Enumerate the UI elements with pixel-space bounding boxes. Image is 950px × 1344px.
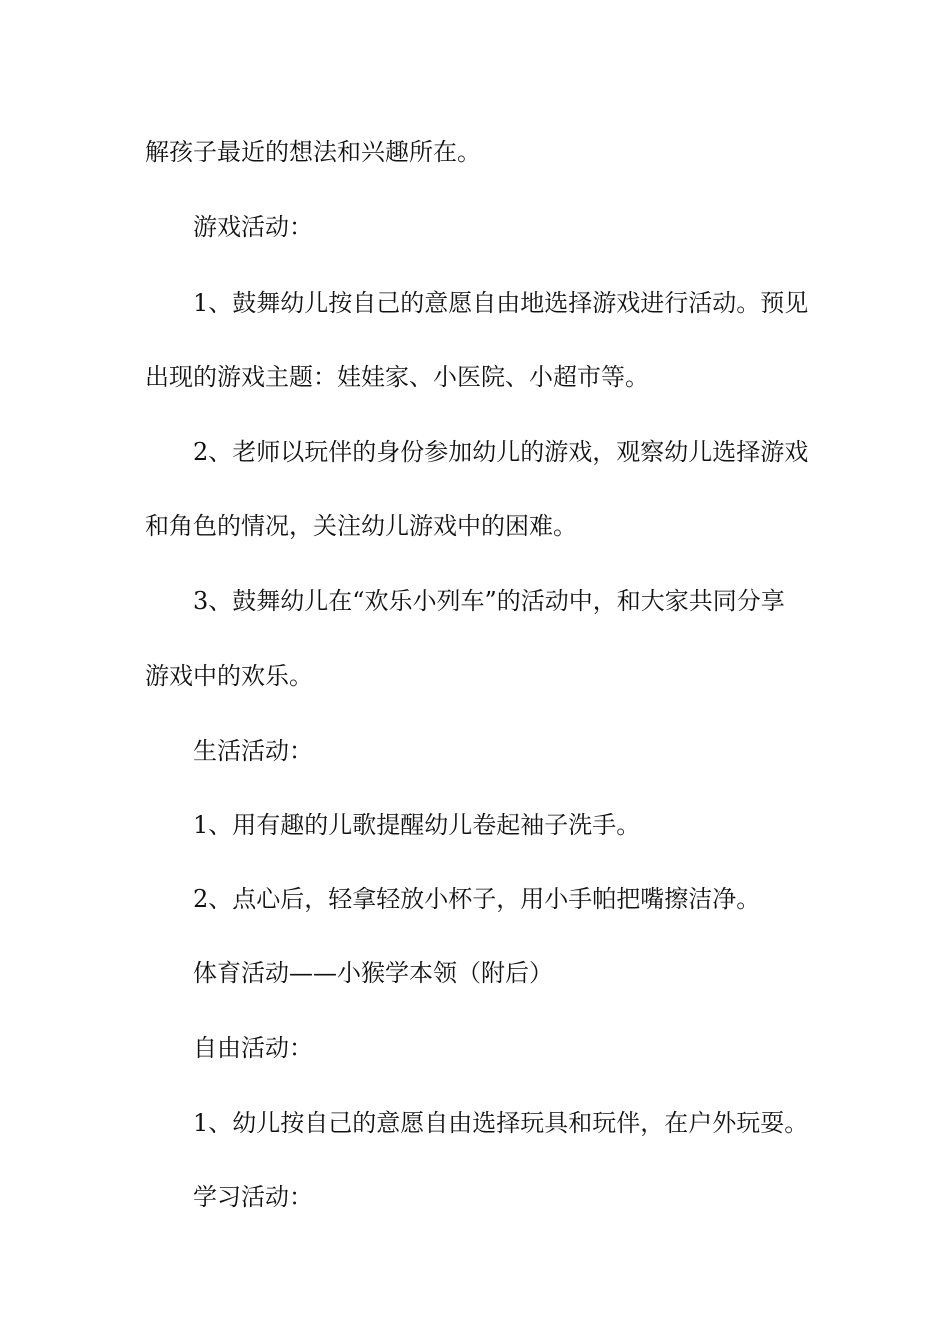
section-heading-free: 自由活动： (193, 1034, 313, 1062)
list-item-game-2-cont: 和角色的情况，关注幼儿游戏中的困难。 (145, 512, 577, 540)
list-item-game-1-cont: 出现的游戏主题：娃娃家、小医院、小超市等。 (145, 363, 649, 391)
section-heading-life: 生活活动： (193, 737, 313, 765)
list-item-life-2: 2、点心后，轻拿轻放小杯子，用小手帕把嘴擦洁净。 (193, 885, 761, 913)
list-item-life-1: 1、用有趣的儿歌提醒幼儿卷起袖子洗手。 (193, 811, 641, 839)
list-item-game-1: 1、鼓舞幼儿按自己的意愿自由地选择游戏进行活动。预见 (193, 289, 809, 317)
list-item-game-3-cont: 游戏中的欢乐。 (145, 662, 313, 690)
section-heading-game: 游戏活动： (193, 213, 313, 241)
list-item-free-1: 1、幼儿按自己的意愿自由选择玩具和玩伴，在户外玩耍。 (193, 1109, 809, 1137)
section-heading-sports: 体育活动——小猴学本领（附后） (193, 959, 553, 987)
list-item-game-2: 2、老师以玩伴的身份参加幼儿的游戏，观察幼儿选择游戏 (193, 438, 809, 466)
section-heading-study: 学习活动： (193, 1183, 313, 1211)
list-item-game-3: 3、鼓舞幼儿在“欢乐小列车”的活动中，和大家共同分享 (193, 587, 785, 615)
paragraph-continuation: 解孩子最近的想法和兴趣所在。 (145, 138, 481, 166)
